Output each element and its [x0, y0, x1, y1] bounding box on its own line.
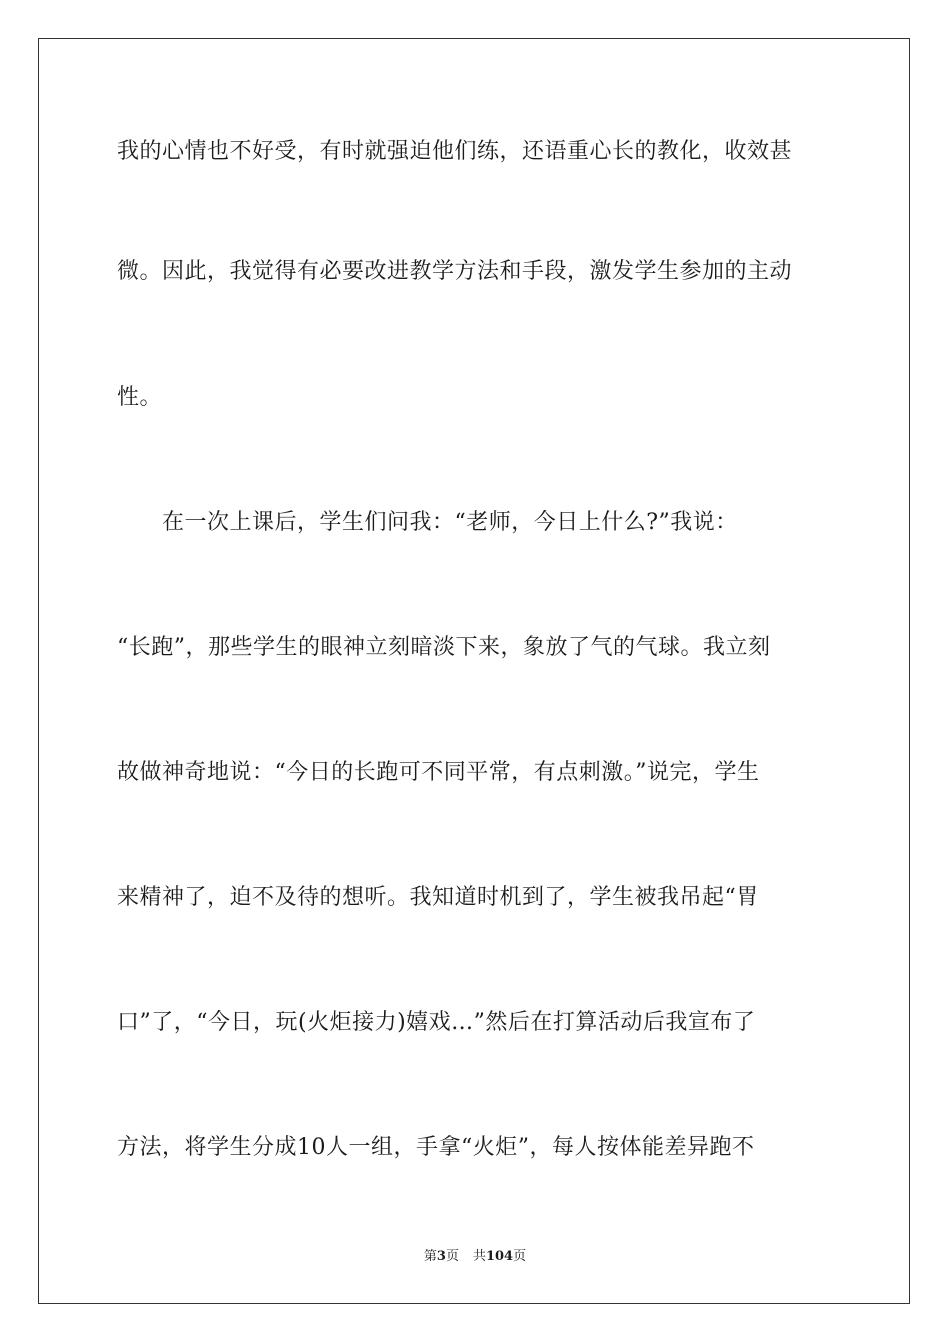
- text-line-9: 方法，将学生分成10人一组，手拿“火炬”，每人按体能差异跑不: [117, 1135, 755, 1160]
- total-page-count: 104: [485, 1249, 514, 1264]
- page-number: 3: [436, 1249, 446, 1264]
- page-border: [38, 38, 910, 1304]
- text-line-1: 我的心情也不好受，有时就强迫他们练，还语重心长的教化，收效甚: [117, 139, 793, 164]
- total-prefix: 共: [472, 1249, 486, 1264]
- page-prefix: 第: [423, 1249, 437, 1264]
- text-line-3: 性。: [117, 385, 163, 410]
- total-suffix: 页: [513, 1249, 527, 1264]
- text-line-6: 故做神奇地说：“今日的长跑可不同平常，有点刺激。”说完，学生: [117, 760, 760, 785]
- text-line-8: 口”了，“今日，玩(火炬接力)嬉戏…”然后在打算活动后我宣布了: [117, 1010, 756, 1035]
- text-line-2: 微。因此，我觉得有必要改进教学方法和手段，激发学生参加的主动: [117, 259, 793, 284]
- page-suffix: 页: [445, 1249, 459, 1264]
- text-line-7: 来精神了，迫不及待的想听。我知道时机到了，学生被我吊起“胃: [117, 885, 759, 910]
- text-line-5: “长跑”，那些学生的眼神立刻暗淡下来，象放了气的气球。我立刻: [117, 635, 771, 660]
- text-line-4: 在一次上课后，学生们问我：“老师，今日上什么?”我说：: [117, 510, 738, 535]
- page-footer: [0, 1248, 950, 1266]
